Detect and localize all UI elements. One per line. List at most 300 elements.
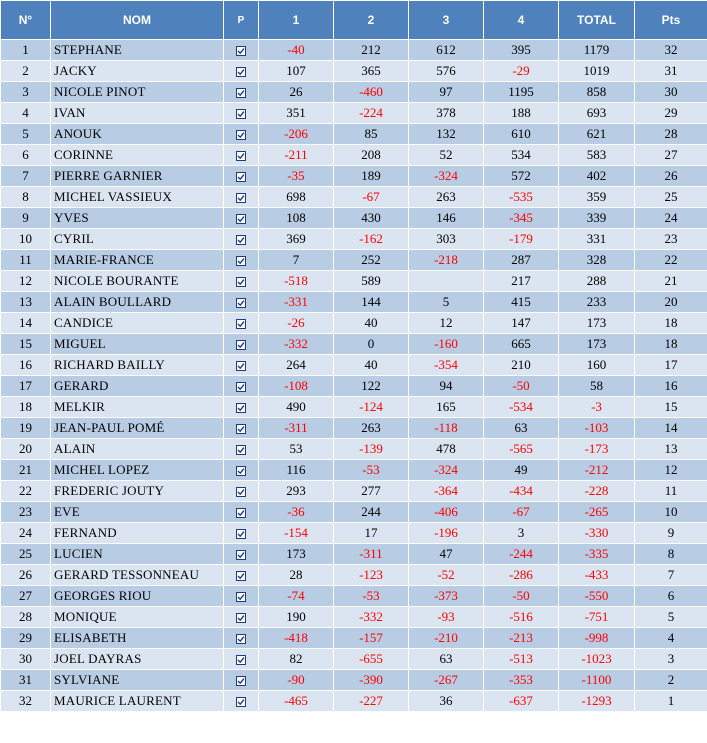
cell-round-2: 144	[334, 292, 409, 313]
cell-total: 693	[559, 103, 635, 124]
cell-name: NICOLE BOURANTE	[51, 271, 224, 292]
cell-pts: 21	[635, 271, 707, 292]
cell-p	[224, 460, 259, 481]
cell-p	[224, 250, 259, 271]
cell-round-2: -227	[334, 691, 409, 712]
cell-name: JOEL DAYRAS	[51, 649, 224, 670]
cell-pts: 28	[635, 124, 707, 145]
checkbox-checked-icon	[236, 130, 246, 140]
cell-round-3: 378	[409, 103, 484, 124]
cell-p	[224, 607, 259, 628]
cell-round-3: -354	[409, 355, 484, 376]
cell-pts: 8	[635, 544, 707, 565]
cell-name: YVES	[51, 208, 224, 229]
cell-name: SYLVIANE	[51, 670, 224, 691]
cell-num: 6	[1, 145, 51, 166]
cell-p	[224, 103, 259, 124]
cell-round-4: -353	[484, 670, 559, 691]
cell-round-1: 190	[259, 607, 334, 628]
cell-total: 58	[559, 376, 635, 397]
cell-round-3: -196	[409, 523, 484, 544]
cell-round-1: 116	[259, 460, 334, 481]
cell-round-3: -364	[409, 481, 484, 502]
cell-round-4: 287	[484, 250, 559, 271]
cell-name: LUCIEN	[51, 544, 224, 565]
cell-total: -173	[559, 439, 635, 460]
cell-round-3: -373	[409, 586, 484, 607]
cell-round-1: 351	[259, 103, 334, 124]
cell-total: 621	[559, 124, 635, 145]
cell-name: JEAN-PAUL POMÉ	[51, 418, 224, 439]
table-row	[1, 124, 707, 145]
checkbox-checked-icon	[236, 319, 246, 329]
cell-name: ELISABETH	[51, 628, 224, 649]
cell-num: 18	[1, 397, 51, 418]
cell-round-3: 303	[409, 229, 484, 250]
cell-name: JACKY	[51, 61, 224, 82]
cell-pts: 30	[635, 82, 707, 103]
checkbox-checked-icon	[236, 235, 246, 245]
cell-round-3: 94	[409, 376, 484, 397]
cell-round-4: -29	[484, 61, 559, 82]
cell-round-4: -286	[484, 565, 559, 586]
checkbox-checked-icon	[236, 634, 246, 644]
table-body	[1, 40, 707, 712]
cell-num: 19	[1, 418, 51, 439]
cell-round-2: 263	[334, 418, 409, 439]
cell-round-2: -390	[334, 670, 409, 691]
checkbox-checked-icon	[236, 277, 246, 287]
cell-round-2: -311	[334, 544, 409, 565]
checkbox-checked-icon	[236, 298, 246, 308]
cell-round-1: -311	[259, 418, 334, 439]
cell-round-4: -244	[484, 544, 559, 565]
cell-p	[224, 565, 259, 586]
header-num: N°	[1, 1, 51, 40]
cell-total: 858	[559, 82, 635, 103]
table-header	[1, 1, 707, 40]
cell-round-4: -637	[484, 691, 559, 712]
table-row	[1, 166, 707, 187]
cell-round-1: 107	[259, 61, 334, 82]
cell-p	[224, 271, 259, 292]
cell-round-2: -67	[334, 187, 409, 208]
cell-round-1: 369	[259, 229, 334, 250]
cell-pts: 22	[635, 250, 707, 271]
cell-round-1: -206	[259, 124, 334, 145]
cell-pts: 26	[635, 166, 707, 187]
cell-round-1: -40	[259, 40, 334, 61]
table-row	[1, 376, 707, 397]
cell-round-3: 132	[409, 124, 484, 145]
cell-num: 14	[1, 313, 51, 334]
cell-round-4: -513	[484, 649, 559, 670]
cell-name: MICHEL VASSIEUX	[51, 187, 224, 208]
table-row	[1, 586, 707, 607]
checkbox-checked-icon	[236, 172, 246, 182]
cell-pts: 10	[635, 502, 707, 523]
cell-num: 26	[1, 565, 51, 586]
cell-pts: 12	[635, 460, 707, 481]
cell-p	[224, 544, 259, 565]
cell-round-3: 576	[409, 61, 484, 82]
cell-num: 8	[1, 187, 51, 208]
table-row	[1, 229, 707, 250]
cell-num: 23	[1, 502, 51, 523]
cell-total: 288	[559, 271, 635, 292]
cell-round-1: -90	[259, 670, 334, 691]
checkbox-checked-icon	[236, 424, 246, 434]
cell-round-1: 7	[259, 250, 334, 271]
cell-round-2: -157	[334, 628, 409, 649]
cell-p	[224, 61, 259, 82]
cell-num: 9	[1, 208, 51, 229]
cell-p	[224, 670, 259, 691]
cell-round-3: -218	[409, 250, 484, 271]
cell-round-2: 17	[334, 523, 409, 544]
cell-pts: 25	[635, 187, 707, 208]
header-round-4: 4	[484, 1, 559, 40]
cell-name: CYRIL	[51, 229, 224, 250]
cell-p	[224, 649, 259, 670]
cell-p	[224, 334, 259, 355]
cell-total: 359	[559, 187, 635, 208]
cell-total: -1293	[559, 691, 635, 712]
cell-round-1: -35	[259, 166, 334, 187]
cell-pts: 4	[635, 628, 707, 649]
cell-round-3: 146	[409, 208, 484, 229]
cell-round-3: -406	[409, 502, 484, 523]
table-row	[1, 145, 707, 166]
cell-round-1: 82	[259, 649, 334, 670]
cell-name: GERARD TESSONNEAU	[51, 565, 224, 586]
cell-num: 1	[1, 40, 51, 61]
cell-p	[224, 145, 259, 166]
cell-round-2: 212	[334, 40, 409, 61]
cell-round-2: -124	[334, 397, 409, 418]
cell-total: 160	[559, 355, 635, 376]
cell-pts: 24	[635, 208, 707, 229]
cell-round-4: 665	[484, 334, 559, 355]
cell-round-1: 698	[259, 187, 334, 208]
cell-p	[224, 166, 259, 187]
cell-name: MARIE-FRANCE	[51, 250, 224, 271]
cell-pts: 27	[635, 145, 707, 166]
cell-round-4: 49	[484, 460, 559, 481]
cell-round-1: -332	[259, 334, 334, 355]
cell-num: 21	[1, 460, 51, 481]
cell-round-3: 612	[409, 40, 484, 61]
checkbox-checked-icon	[236, 109, 246, 119]
cell-num: 22	[1, 481, 51, 502]
cell-round-4: 1195	[484, 82, 559, 103]
cell-pts: 14	[635, 418, 707, 439]
table-row	[1, 481, 707, 502]
cell-p	[224, 355, 259, 376]
cell-num: 30	[1, 649, 51, 670]
cell-round-1: 26	[259, 82, 334, 103]
header-name: NOM	[51, 1, 224, 40]
cell-round-1: -36	[259, 502, 334, 523]
cell-pts: 32	[635, 40, 707, 61]
cell-round-1: 490	[259, 397, 334, 418]
cell-round-2: -162	[334, 229, 409, 250]
table-row	[1, 334, 707, 355]
cell-name: ALAIN BOULLARD	[51, 292, 224, 313]
table-row	[1, 607, 707, 628]
header-round-2: 2	[334, 1, 409, 40]
table-row	[1, 670, 707, 691]
cell-round-2: 189	[334, 166, 409, 187]
checkbox-checked-icon	[236, 88, 246, 98]
cell-total: 1019	[559, 61, 635, 82]
cell-round-2: -332	[334, 607, 409, 628]
cell-total: 339	[559, 208, 635, 229]
cell-total: 402	[559, 166, 635, 187]
cell-round-4: -50	[484, 376, 559, 397]
cell-num: 24	[1, 523, 51, 544]
cell-p	[224, 208, 259, 229]
cell-round-4: 534	[484, 145, 559, 166]
table-row	[1, 628, 707, 649]
table-row	[1, 460, 707, 481]
cell-pts: 29	[635, 103, 707, 124]
cell-name: PIERRE GARNIER	[51, 166, 224, 187]
checkbox-checked-icon	[236, 466, 246, 476]
cell-p	[224, 187, 259, 208]
cell-round-2: -123	[334, 565, 409, 586]
cell-round-4: -535	[484, 187, 559, 208]
cell-name: ANOUK	[51, 124, 224, 145]
cell-total: -265	[559, 502, 635, 523]
cell-pts: 16	[635, 376, 707, 397]
cell-name: MONIQUE	[51, 607, 224, 628]
cell-name: FREDERIC JOUTY	[51, 481, 224, 502]
table-row	[1, 565, 707, 586]
table-row	[1, 292, 707, 313]
cell-p	[224, 586, 259, 607]
checkbox-checked-icon	[236, 613, 246, 623]
cell-round-2: 85	[334, 124, 409, 145]
cell-num: 25	[1, 544, 51, 565]
cell-round-2: 244	[334, 502, 409, 523]
cell-round-2: 252	[334, 250, 409, 271]
cell-total: -433	[559, 565, 635, 586]
checkbox-checked-icon	[236, 550, 246, 560]
cell-name: GEORGES RIOU	[51, 586, 224, 607]
checkbox-checked-icon	[236, 67, 246, 77]
cell-pts: 13	[635, 439, 707, 460]
cell-round-1: 264	[259, 355, 334, 376]
header-p: P	[224, 1, 259, 40]
cell-round-3: -210	[409, 628, 484, 649]
cell-round-1: 28	[259, 565, 334, 586]
cell-pts: 23	[635, 229, 707, 250]
table-row	[1, 544, 707, 565]
cell-name: EVE	[51, 502, 224, 523]
cell-num: 10	[1, 229, 51, 250]
cell-round-4: 147	[484, 313, 559, 334]
cell-round-1: -154	[259, 523, 334, 544]
cell-name: IVAN	[51, 103, 224, 124]
cell-p	[224, 376, 259, 397]
checkbox-checked-icon	[236, 655, 246, 665]
cell-total: 328	[559, 250, 635, 271]
table-row	[1, 418, 707, 439]
cell-round-2: 589	[334, 271, 409, 292]
checkbox-checked-icon	[236, 256, 246, 266]
cell-pts: 31	[635, 61, 707, 82]
cell-round-3: 5	[409, 292, 484, 313]
table-row	[1, 250, 707, 271]
cell-num: 2	[1, 61, 51, 82]
table-row	[1, 502, 707, 523]
cell-p	[224, 397, 259, 418]
cell-round-1: -74	[259, 586, 334, 607]
cell-round-4: -345	[484, 208, 559, 229]
cell-pts: 3	[635, 649, 707, 670]
table-row	[1, 271, 707, 292]
cell-p	[224, 313, 259, 334]
table-row	[1, 208, 707, 229]
checkbox-checked-icon	[236, 340, 246, 350]
checkbox-checked-icon	[236, 676, 246, 686]
cell-total: -212	[559, 460, 635, 481]
cell-round-2: 40	[334, 313, 409, 334]
cell-total: -550	[559, 586, 635, 607]
cell-num: 20	[1, 439, 51, 460]
cell-round-3: 47	[409, 544, 484, 565]
cell-round-2: 277	[334, 481, 409, 502]
cell-round-1: -108	[259, 376, 334, 397]
cell-p	[224, 691, 259, 712]
cell-pts: 11	[635, 481, 707, 502]
cell-total: -228	[559, 481, 635, 502]
cell-round-3: 12	[409, 313, 484, 334]
cell-pts: 15	[635, 397, 707, 418]
cell-round-4: 217	[484, 271, 559, 292]
cell-round-4: 610	[484, 124, 559, 145]
cell-total: -751	[559, 607, 635, 628]
cell-round-1: 293	[259, 481, 334, 502]
cell-pts: 17	[635, 355, 707, 376]
cell-p	[224, 418, 259, 439]
cell-pts: 7	[635, 565, 707, 586]
cell-total: -1100	[559, 670, 635, 691]
cell-num: 7	[1, 166, 51, 187]
cell-pts: 20	[635, 292, 707, 313]
cell-p	[224, 124, 259, 145]
cell-total: 173	[559, 313, 635, 334]
cell-round-2: -460	[334, 82, 409, 103]
cell-round-2: 430	[334, 208, 409, 229]
cell-num: 15	[1, 334, 51, 355]
cell-round-1: -211	[259, 145, 334, 166]
checkbox-checked-icon	[236, 508, 246, 518]
table-row	[1, 82, 707, 103]
header-total: TOTAL	[559, 1, 635, 40]
cell-num: 27	[1, 586, 51, 607]
cell-round-4: 415	[484, 292, 559, 313]
cell-num: 4	[1, 103, 51, 124]
cell-name: RICHARD BAILLY	[51, 355, 224, 376]
cell-total: 1179	[559, 40, 635, 61]
checkbox-checked-icon	[236, 214, 246, 224]
cell-name: CANDICE	[51, 313, 224, 334]
checkbox-checked-icon	[236, 592, 246, 602]
cell-p	[224, 292, 259, 313]
cell-pts: 1	[635, 691, 707, 712]
cell-total: 173	[559, 334, 635, 355]
cell-total: 583	[559, 145, 635, 166]
cell-name: STEPHANE	[51, 40, 224, 61]
checkbox-checked-icon	[236, 571, 246, 581]
cell-round-2: 0	[334, 334, 409, 355]
cell-round-3: 52	[409, 145, 484, 166]
cell-name: CORINNE	[51, 145, 224, 166]
cell-round-3: -324	[409, 166, 484, 187]
table-row	[1, 523, 707, 544]
cell-round-1: -331	[259, 292, 334, 313]
cell-round-3: -324	[409, 460, 484, 481]
cell-round-4: -67	[484, 502, 559, 523]
cell-total: -103	[559, 418, 635, 439]
cell-round-3: 63	[409, 649, 484, 670]
table-row	[1, 439, 707, 460]
cell-round-1: -518	[259, 271, 334, 292]
cell-round-3: -118	[409, 418, 484, 439]
cell-round-1: -26	[259, 313, 334, 334]
cell-name: MICHEL LOPEZ	[51, 460, 224, 481]
cell-p	[224, 502, 259, 523]
cell-round-3: 478	[409, 439, 484, 460]
cell-round-4: 63	[484, 418, 559, 439]
checkbox-checked-icon	[236, 151, 246, 161]
cell-p	[224, 82, 259, 103]
table-row	[1, 355, 707, 376]
table-row	[1, 691, 707, 712]
cell-total: -330	[559, 523, 635, 544]
table-row	[1, 187, 707, 208]
cell-num: 28	[1, 607, 51, 628]
cell-round-4: 3	[484, 523, 559, 544]
cell-round-3: -267	[409, 670, 484, 691]
cell-name: NICOLE PINOT	[51, 82, 224, 103]
cell-round-3: -93	[409, 607, 484, 628]
checkbox-checked-icon	[236, 697, 246, 707]
checkbox-checked-icon	[236, 403, 246, 413]
checkbox-checked-icon	[236, 361, 246, 371]
cell-num: 12	[1, 271, 51, 292]
cell-round-1: 173	[259, 544, 334, 565]
cell-round-4: 188	[484, 103, 559, 124]
cell-num: 31	[1, 670, 51, 691]
cell-pts: 18	[635, 334, 707, 355]
checkbox-checked-icon	[236, 193, 246, 203]
cell-round-2: 122	[334, 376, 409, 397]
cell-round-1: 53	[259, 439, 334, 460]
table-row	[1, 61, 707, 82]
header-round-3: 3	[409, 1, 484, 40]
cell-round-2: -655	[334, 649, 409, 670]
cell-pts: 5	[635, 607, 707, 628]
cell-round-4: -213	[484, 628, 559, 649]
cell-round-2: -53	[334, 460, 409, 481]
cell-round-4: -565	[484, 439, 559, 460]
cell-round-4: -50	[484, 586, 559, 607]
cell-round-3: 97	[409, 82, 484, 103]
cell-round-4: -516	[484, 607, 559, 628]
